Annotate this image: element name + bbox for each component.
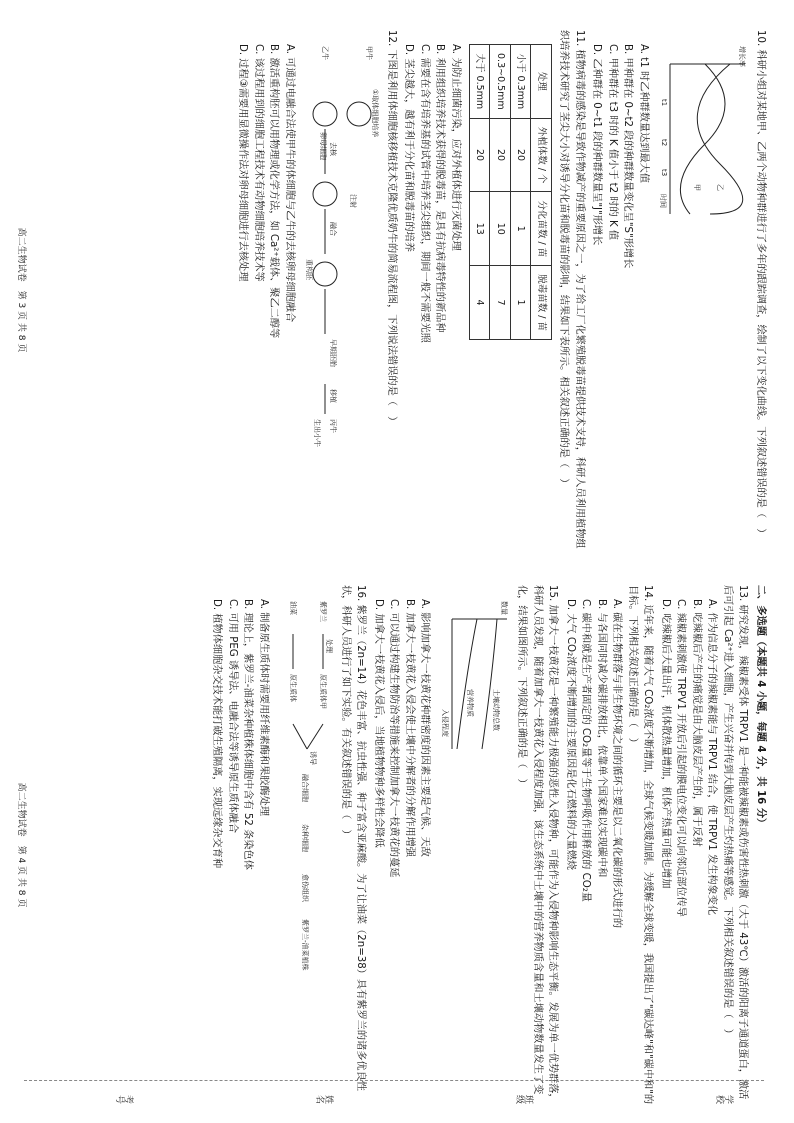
q12-option-c: C. 该过程用到的细胞工程技术有动物细胞培养技术等 bbox=[253, 44, 264, 282]
q12-label-transfer: 移植 bbox=[329, 389, 338, 403]
q12-stem: 12. 下图是利用体细胞核移植技术克隆优质奶牛的简易流程图，下列说法错误的是（ ） bbox=[386, 30, 397, 427]
q10-option-b: B. 甲种群在 0~t2 段的种群数量变化呈"S"形增长 bbox=[622, 44, 634, 269]
table-cell: 1 bbox=[511, 192, 532, 266]
q10-t2: t2 bbox=[660, 139, 669, 147]
q13-stem: 13. 研究发现，辣椒素受体 TRPV1 是一种能被辣椒素或伤害性热刺激（大于 43℃）激活的阳离子通道蛋白，激活后可引起 Ca²⁺进入细胞，产生兴奋并传到大脑皮层产生灼热痛等感觉。下列相关叙述错误的是（ ） bbox=[722, 585, 749, 1100]
q12-option-d: D. 过程③需要用显微操作法对卵母细胞进行去核处理 bbox=[237, 44, 249, 282]
q12-label-fuse: 融合 bbox=[329, 222, 338, 236]
q10-growth-chart bbox=[661, 44, 751, 224]
q11-table bbox=[469, 44, 552, 340]
q10-xlabel: 时间 bbox=[659, 194, 668, 208]
table-cell: 7 bbox=[490, 266, 511, 340]
q16-label-callus: 愈伤组织 bbox=[301, 874, 310, 902]
q16-label-plant: 紫罗兰-油菜植株 bbox=[301, 919, 310, 971]
table-cell: 20 bbox=[470, 118, 491, 192]
question-16 bbox=[209, 585, 369, 1105]
question-15 bbox=[371, 585, 561, 1105]
table-cell: 10 bbox=[490, 192, 511, 266]
q14-option-c: C. 碳中和就是生产者固定的 CO₂量等于生物呼吸作用释放的 CO₂量 bbox=[580, 599, 592, 902]
q15-option-b: B. 加拿大一枝黄花入侵会使土壤中分解者的分解作用增强 bbox=[404, 599, 415, 857]
q16-option-b: B. 理论上，紫罗兰-油菜杂种植株体细胞中含有 52 条染色体 bbox=[242, 599, 254, 870]
q16-label-treat: 处理 bbox=[325, 639, 334, 653]
table-cell: 大于 0.5mm bbox=[470, 45, 491, 119]
q16-option-c: C. 可用 PEG 诱导法、电融合法等诱导原生质体融合 bbox=[227, 599, 238, 834]
q15-xlabel: 入侵程度 bbox=[441, 709, 449, 737]
q10-ylabel: 增长率 bbox=[738, 46, 747, 67]
q16-option-d: D. 植物体细胞杂交技术能打破生殖隔离，实现远缘杂交育种 bbox=[211, 599, 223, 869]
table-header-row bbox=[531, 45, 552, 340]
q14-option-b: B. 与各国同时减少碳排放相比，依靠单个国家难以实现碳中和 bbox=[596, 599, 607, 878]
question-11 bbox=[401, 30, 587, 550]
q10-t3: t3 bbox=[660, 169, 669, 177]
q13-option-a: A. 作为信息分子的辣椒素能与 TRPV1 结合，使 TRPV1 发生构象变化 bbox=[706, 599, 718, 916]
q10-option-d: D. 乙种群在 0~t1 段的种群数量呈"J"形增长 bbox=[591, 44, 603, 246]
q15-option-a: A. 影响加拿大一枝黄花种群密度的因素主要是气候、天敌 bbox=[419, 599, 431, 857]
q11-option-a: A. 为防止细菌污染，应对外植体进行灭菌处理 bbox=[450, 44, 461, 251]
table-cell: 0.3~0.5mm bbox=[490, 45, 511, 119]
table-cell: 20 bbox=[490, 118, 511, 192]
q15-option-d: D. 加拿大一枝黄花入侵后，当地植物物种多样性会降低 bbox=[373, 599, 384, 848]
question-12 bbox=[235, 30, 399, 550]
q13-option-d: D. 吃辣椒后大量出汗，机体散热量增加，机体产热量可能也增加 bbox=[660, 599, 671, 889]
q12-label-early-embryo: 早期胚胎 bbox=[329, 339, 338, 367]
q12-label-enucleate: 去核 bbox=[329, 142, 338, 156]
page-4 bbox=[207, 585, 768, 1105]
q10-series-1: 甲 bbox=[693, 184, 702, 191]
q10-series-2: 乙 bbox=[716, 184, 725, 191]
binding-line bbox=[24, 1080, 764, 1111]
q11-stem: 11. 植物病毒的感染是导致作物减产的重要原因之一，为了给工厂化繁殖脱毒苗提供技术支持，科研人员利用植物组织培养技术研究了茎尖大小对诱导分化苗和脱毒苗的影响，结果如下表所示。相关叙述正确的是（ ） bbox=[558, 30, 585, 549]
q12-label-cow-b: 乙牛 bbox=[321, 46, 330, 60]
q16-label-protoplast: 原生质体 bbox=[289, 674, 298, 702]
binding-field-school: 学校 bbox=[716, 1093, 734, 1103]
table-row bbox=[511, 45, 532, 340]
binding-field-name: 姓名 bbox=[316, 1093, 334, 1103]
q16-label-protoplast-a: 原生质体甲 bbox=[319, 674, 328, 709]
q11-option-c: C. 需要在含有培养基的试管中培养茎尖组织，期间一般不需要光照 bbox=[419, 44, 430, 343]
table-row bbox=[490, 45, 511, 340]
q16-option-a: A. 制备原生质体时需要用纤维素酶和果胶酶处理 bbox=[258, 599, 269, 817]
q16-label-rapeseed: 油菜 bbox=[289, 601, 298, 615]
page-3-footer: 高二生物试卷 第 3 页 共 8 页 bbox=[16, 227, 26, 353]
q11-option-d: D. 茎尖越大，越有利于分化苗和脱毒苗的培养 bbox=[403, 44, 415, 252]
q12-label-cow-c: 丙牛 bbox=[329, 419, 338, 433]
q15-ylabel: 数量 bbox=[500, 601, 508, 615]
q16-label-hybrid: 杂种细胞 bbox=[301, 824, 310, 852]
q12-cloning-diagram bbox=[307, 44, 382, 504]
table-cell: 1 bbox=[511, 266, 532, 340]
q12-option-b: B. 激活重构胚可以用物理或化学方法，如 Ca²⁺载体、聚乙二醇等 bbox=[268, 44, 280, 339]
q16-label-fused: 融合细胞 bbox=[301, 774, 310, 802]
q15-invasion-chart bbox=[442, 599, 512, 759]
q12-label-inject: 注射 bbox=[349, 194, 358, 208]
q12-label-calf: 生出小牛 bbox=[313, 419, 322, 447]
table-header: 外植体数 / 个 bbox=[531, 118, 552, 192]
q15-option-c: C. 可以通过构建生物防治等措施来控制加拿大一枝黄花的蔓延 bbox=[388, 599, 400, 878]
q13-option-b: B. 吃辣椒后产生的痛觉是由大脑皮层产生的，属于反射 bbox=[691, 599, 702, 847]
q13-option-c: C. 辣椒素刺激使 TRPV1 开放后引起的膜电位变化可以向邻近部位传导 bbox=[675, 599, 687, 917]
page-3 bbox=[233, 30, 768, 550]
q16-label-matthiola: 紫罗兰 bbox=[319, 601, 328, 622]
binding-field-number: 考号 bbox=[116, 1093, 134, 1103]
q10-stem: 10. 科研小组对某地甲、乙两个动物种群进行了多年的跟踪调查，绘制了以下变化曲线。下列叙述错误的是（ ） bbox=[755, 30, 766, 539]
table-cell: 4 bbox=[470, 266, 491, 340]
table-header: 分化苗数 / 苗 bbox=[531, 192, 552, 266]
q14-stem: 14. 近年来，随着大气 CO₂浓度不断增加，全球气候变暖加剧。为缓解全球变暖，我国提出了"碳达峰"和"碳中和"的目标。下列相关叙述正确的是（ ） bbox=[627, 585, 654, 1105]
q10-option-a: A. t1 时乙种群数量达到最大值 bbox=[638, 44, 649, 184]
table-cell: 小于 0.3mm bbox=[511, 45, 532, 119]
table-cell: 20 bbox=[511, 118, 532, 192]
q15-series-2: 营养物质 bbox=[466, 689, 474, 717]
table-cell: 13 bbox=[470, 192, 491, 266]
table-row bbox=[470, 45, 491, 340]
q16-fusion-diagram bbox=[281, 599, 336, 1019]
q16-label-induce: 诱导 bbox=[309, 751, 318, 765]
q16-stem: 16. 紫罗兰（2n=14）花色丰富、抗虫性强、种子富含亚麻酸。为了让油菜（2n=38）具有紫罗兰的诸多优良性状，科研人员进行了如下实验。有关叙述错误的是（ ） bbox=[340, 585, 367, 1091]
q14-option-a: A. 碳在生物群落与非生物环境之间的循环主要是以二氧化碳的形式进行的 bbox=[611, 599, 623, 929]
q11-option-b: B. 利用组织培养技术获得的脱毒苗，是具有抗病毒特性的新品种 bbox=[434, 44, 446, 333]
q12-option-a: A. 可通过电融合法使甲牛的体细胞与乙牛的去核卵母细胞融合 bbox=[284, 44, 295, 323]
q12-label-reconstructed: 重构胚 bbox=[305, 259, 314, 280]
section-title: 二、多选题（本题共 4 小题，每题 4 分，共 16 分） bbox=[755, 585, 766, 829]
q12-label-oocyte: 卵母细胞 bbox=[319, 132, 328, 160]
q10-option-c: C. 甲种群在 t3 时的 K 值小于 t2 时的 K 值 bbox=[607, 44, 618, 241]
table-header: 处理 bbox=[531, 45, 552, 119]
table-header: 脱毒苗数 / 苗 bbox=[531, 266, 552, 340]
q10-t1: t1 bbox=[660, 99, 669, 107]
q12-label-cow-a: 甲牛 bbox=[365, 46, 374, 60]
q15-series-1: 土壤动物总数 bbox=[492, 689, 500, 731]
question-14 bbox=[563, 585, 656, 1105]
page-4-footer: 高二生物试卷 第 4 页 共 8 页 bbox=[16, 782, 26, 908]
q15-stem: 15. 加拿大一枝黄花是一种繁殖能力极强的恶性入侵物种，可能作为入侵物种影响生态平衡。发展为单一优势群落，科研人员发现，随着加拿大一枝黄花入侵程度加强，该生态系统中土壤中的营养物质含量和土壤动物数量发生了变化，结果如图所示。下列叙述正确的是（ ） bbox=[516, 585, 559, 1104]
question-10 bbox=[589, 30, 768, 550]
q12-label-culture: ①取体细胞培养 bbox=[371, 89, 380, 138]
q14-option-d: D. 大气 CO₂浓度不断增加的主要原因是化石燃料的大量燃烧 bbox=[565, 599, 576, 871]
binding-field-class: 班级 bbox=[516, 1093, 534, 1103]
question-13 bbox=[658, 585, 751, 1105]
